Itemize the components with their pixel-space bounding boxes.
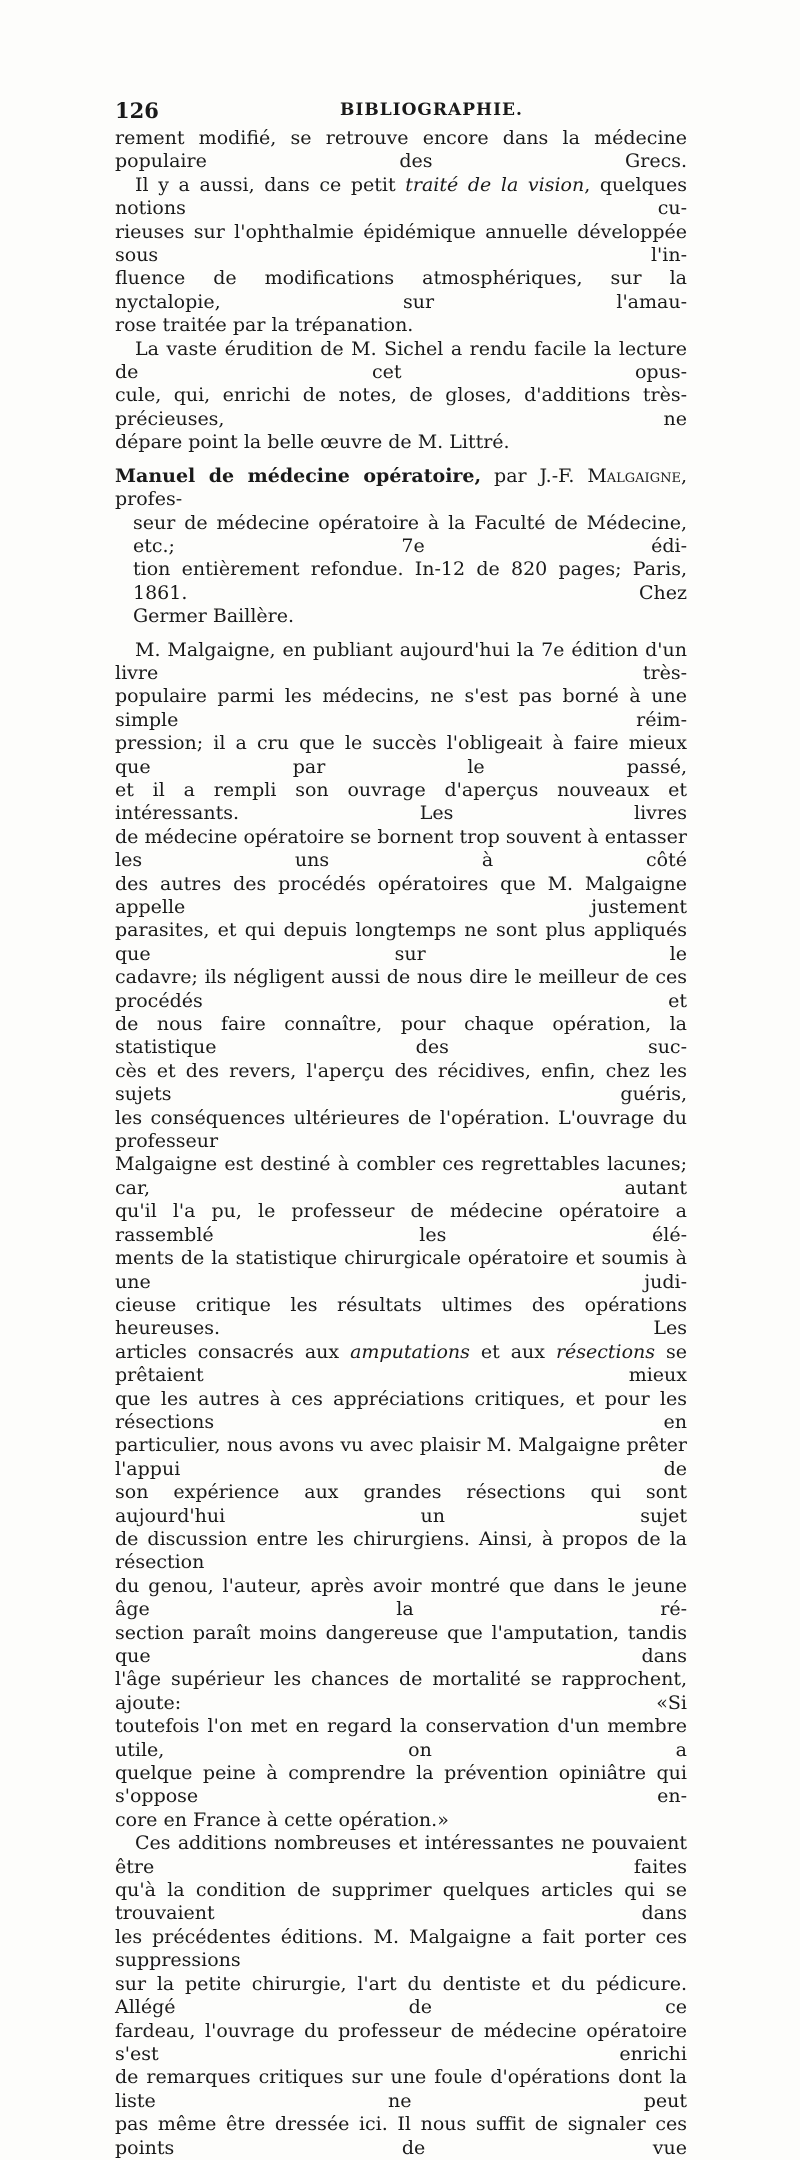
text-line: de discussion entre les chirurgiens. Ainsi, à propos de la résection bbox=[115, 1527, 687, 1574]
text-line: cieuse critique les résultats ultimes des opérations heureuses. Les bbox=[115, 1293, 687, 1340]
page-number: 126 bbox=[115, 98, 159, 123]
text-line: que les autres à ces appréciations critiques, et pour les résections en bbox=[115, 1387, 687, 1433]
text-line: rement modifié, se retrouve encore dans la médecine populaire des Grecs. bbox=[115, 127, 687, 173]
text-line: Ces additions nombreuses et intéressantes ne pouvaient être faites bbox=[115, 1832, 687, 1878]
text-line: articles consacrés aux amputations et aux résections se prêtaient mieux bbox=[115, 1340, 687, 1387]
entry-line: tion entièrement refondue. In-12 de 820 pages; Paris, 1861. Chez bbox=[133, 558, 687, 604]
running-title: BIBLIOGRAPHIE. bbox=[340, 100, 523, 120]
italic-text: résections bbox=[555, 1340, 656, 1363]
text-line: de remarques critiques sur une foule d'opérations dont la liste ne peut bbox=[115, 2066, 687, 2112]
text-line: particulier, nous avons vu avec plaisir M. Malgaigne prêter l'appui de bbox=[115, 1434, 687, 1480]
author-name: Malgaigne bbox=[587, 464, 681, 487]
text-line: cule, qui, enrichi de notes, de gloses, d'additions très-précieuses, ne bbox=[115, 384, 687, 430]
page-header bbox=[115, 98, 687, 126]
text-line: pression; il a cru que le succès l'obligeait à faire mieux que par le passé, bbox=[115, 732, 687, 778]
text-line: les précédentes éditions. M. Malgaigne a fait porter ces suppressions bbox=[115, 1925, 687, 1972]
text-line: pas même être dressée ici. Il nous suffit de signaler ces points de vue bbox=[115, 2113, 687, 2159]
bibliography-entry bbox=[115, 465, 687, 629]
entry-line: Germer Baillère. bbox=[133, 605, 295, 628]
text-line: Il y a aussi, dans ce petit traité de la vision, quelques notions cu- bbox=[115, 173, 688, 220]
text-line: M. Malgaigne, en publiant aujourd'hui la 7e édition d'un livre très- bbox=[115, 638, 687, 684]
text-line: les conséquences ultérieures de l'opération. L'ouvrage du professeur bbox=[115, 1106, 687, 1153]
text-line: quelque peine à comprendre la prévention opiniâtre qui s'oppose en- bbox=[115, 1762, 687, 1808]
entry-line: Manuel de médecine opératoire, par J.-F. Malgaigne, profes- bbox=[115, 464, 687, 511]
text-line: son expérience aux grandes résections qui sont aujourd'hui un sujet bbox=[115, 1481, 687, 1527]
italic-text: traité de la vision bbox=[405, 173, 585, 196]
text-line: de nous faire connaître, pour chaque opération, la statistique des suc- bbox=[115, 1013, 687, 1059]
entry-line: seur de médecine opératoire à la Faculté de Médecine, etc.; 7e édi- bbox=[133, 511, 687, 557]
text-line: des autres des procédés opératoires que M. Malgaigne appelle justement bbox=[115, 872, 687, 918]
text-line: dépare point la belle œuvre de M. Littré. bbox=[115, 431, 510, 454]
text-line: ments de la statistique chirurgicale opératoire et soumis à une judi- bbox=[115, 1247, 687, 1293]
text-line: fardeau, l'ouvrage du professeur de médecine opératoire s'est enrichi bbox=[115, 2019, 687, 2065]
text-line: rose traitée par la trépanation. bbox=[115, 314, 414, 337]
text-line: section paraît moins dangereuse que l'amputation, tandis que dans bbox=[115, 1621, 687, 1667]
text-line: cadavre; ils négligent aussi de nous dire le meilleur de ces procédés et bbox=[115, 966, 687, 1012]
text-line: du genou, l'auteur, après avoir montré que dans le jeune âge la ré- bbox=[115, 1574, 687, 1621]
entry-title: Manuel de médecine opératoire, bbox=[115, 464, 482, 487]
text-line: La vaste érudition de M. Sichel a rendu facile la lecture de cet opus- bbox=[115, 337, 687, 384]
text-line: core en France à cette opération.» bbox=[115, 1808, 449, 1831]
page-body bbox=[115, 127, 687, 2160]
text-line: populaire parmi les médecins, ne s'est pas borné à une simple réim- bbox=[115, 685, 687, 731]
text-line: l'âge supérieur les chances de mortalité se rapprochent, ajoute: «Si bbox=[115, 1668, 687, 1714]
text-line: parasites, et qui depuis longtemps ne sont plus appliqués que sur le bbox=[115, 919, 687, 965]
text-line: cès et des revers, l'aperçu des récidives, enfin, chez les sujets guéris, bbox=[115, 1059, 687, 1106]
italic-text: amputations bbox=[350, 1340, 470, 1363]
intro-paragraphs bbox=[115, 127, 687, 455]
text-line: toutefois l'on met en regard la conservation d'un membre utile, on a bbox=[115, 1715, 687, 1761]
text-line: de médecine opératoire se bornent trop souvent à entasser les uns à côté bbox=[115, 825, 687, 872]
review-paragraphs bbox=[115, 639, 687, 2160]
text-line: qu'à la condition de supprimer quelques articles qui se trouvaient dans bbox=[115, 1879, 687, 1925]
text-line: sur la petite chirurgie, l'art du dentiste et du pédicure. Allégé de ce bbox=[115, 1972, 687, 2019]
text-line: qu'il l'a pu, le professeur de médecine opératoire a rassemblé les élé- bbox=[115, 1200, 687, 1246]
text-line: Malgaigne est destiné à combler ces regrettables lacunes; car, autant bbox=[115, 1153, 687, 1199]
text-line: rieuses sur l'ophthalmie épidémique annuelle développée sous l'in- bbox=[115, 220, 687, 267]
text-line: et il a rempli son ouvrage d'aperçus nouveaux et intéressants. Les livres bbox=[115, 778, 687, 825]
text-line: fluence de modifications atmosphériques, sur la nyctalopie, sur l'amau- bbox=[115, 267, 687, 313]
